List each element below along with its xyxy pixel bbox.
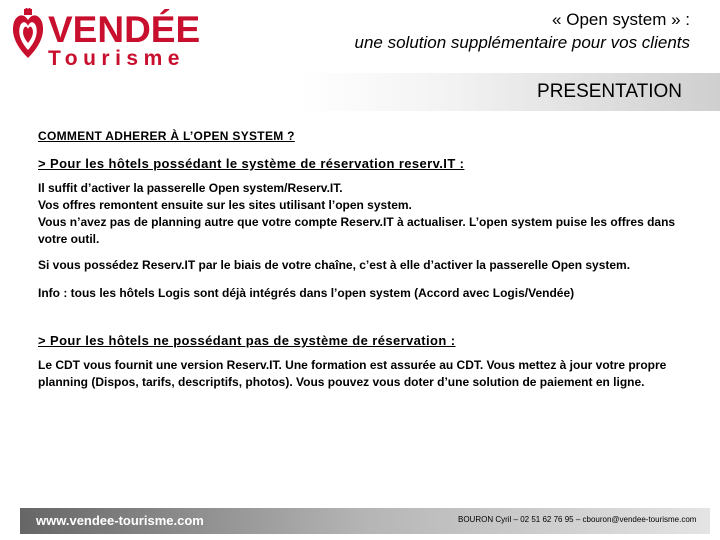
footer-contact: BOURON Cyril – 02 51 62 76 95 – cbouron@vendee-tourisme.com <box>458 515 697 524</box>
vendee-tourisme-logo <box>10 8 201 70</box>
title-line-1: « Open system » : <box>552 10 690 29</box>
content-heading: COMMENT ADHERER À L’OPEN SYSTEM ? <box>38 129 295 143</box>
paragraph-line: Vos offres remontent ensuite sur les sites utilisant l’open system. <box>38 198 412 212</box>
slide-content <box>38 128 688 391</box>
slide-title <box>355 8 690 54</box>
subheading-with-reservit: > Pour les hôtels possédant le système de réservation reserv.IT : <box>38 156 465 171</box>
paragraph-line: Vous n’avez pas de planning autre que votre compte Reserv.IT à actualiser. L’open system puise les offres dans votre outil. <box>38 215 676 246</box>
section-title: PRESENTATION <box>537 81 682 102</box>
paragraph-cdt: Le CDT vous fournit une version Reserv.IT. Une formation est assurée au CDT. Vous mettez à jour votre propre planning (Dispos, tarifs, descriptifs, photos). Vous pouvez vous doter d’une solution de paiement en ligne. <box>38 358 667 389</box>
footer-website-url: www.vendee-tourisme.com <box>36 513 204 528</box>
vendee-heart-icon <box>10 8 46 60</box>
subheading-without-reservation: > Pour les hôtels ne possédant pas de système de réservation : <box>38 333 456 348</box>
paragraph-line: Il suffit d’activer la passerelle Open system/Reserv.IT. <box>38 181 343 195</box>
paragraph-info-logis: Info : tous les hôtels Logis sont déjà intégrés dans l’open system (Accord avec Logis/Vendée) <box>38 286 575 300</box>
title-line-2: une solution supplémentaire pour vos clients <box>354 33 690 52</box>
logo-wordmark: VENDÉE <box>48 9 201 50</box>
paragraph-chain: Si vous possédez Reserv.IT par le biais de votre chaîne, c’est à elle d’activer la passerelle Open system. <box>38 258 631 272</box>
logo-subtitle: Tourisme <box>48 47 185 70</box>
